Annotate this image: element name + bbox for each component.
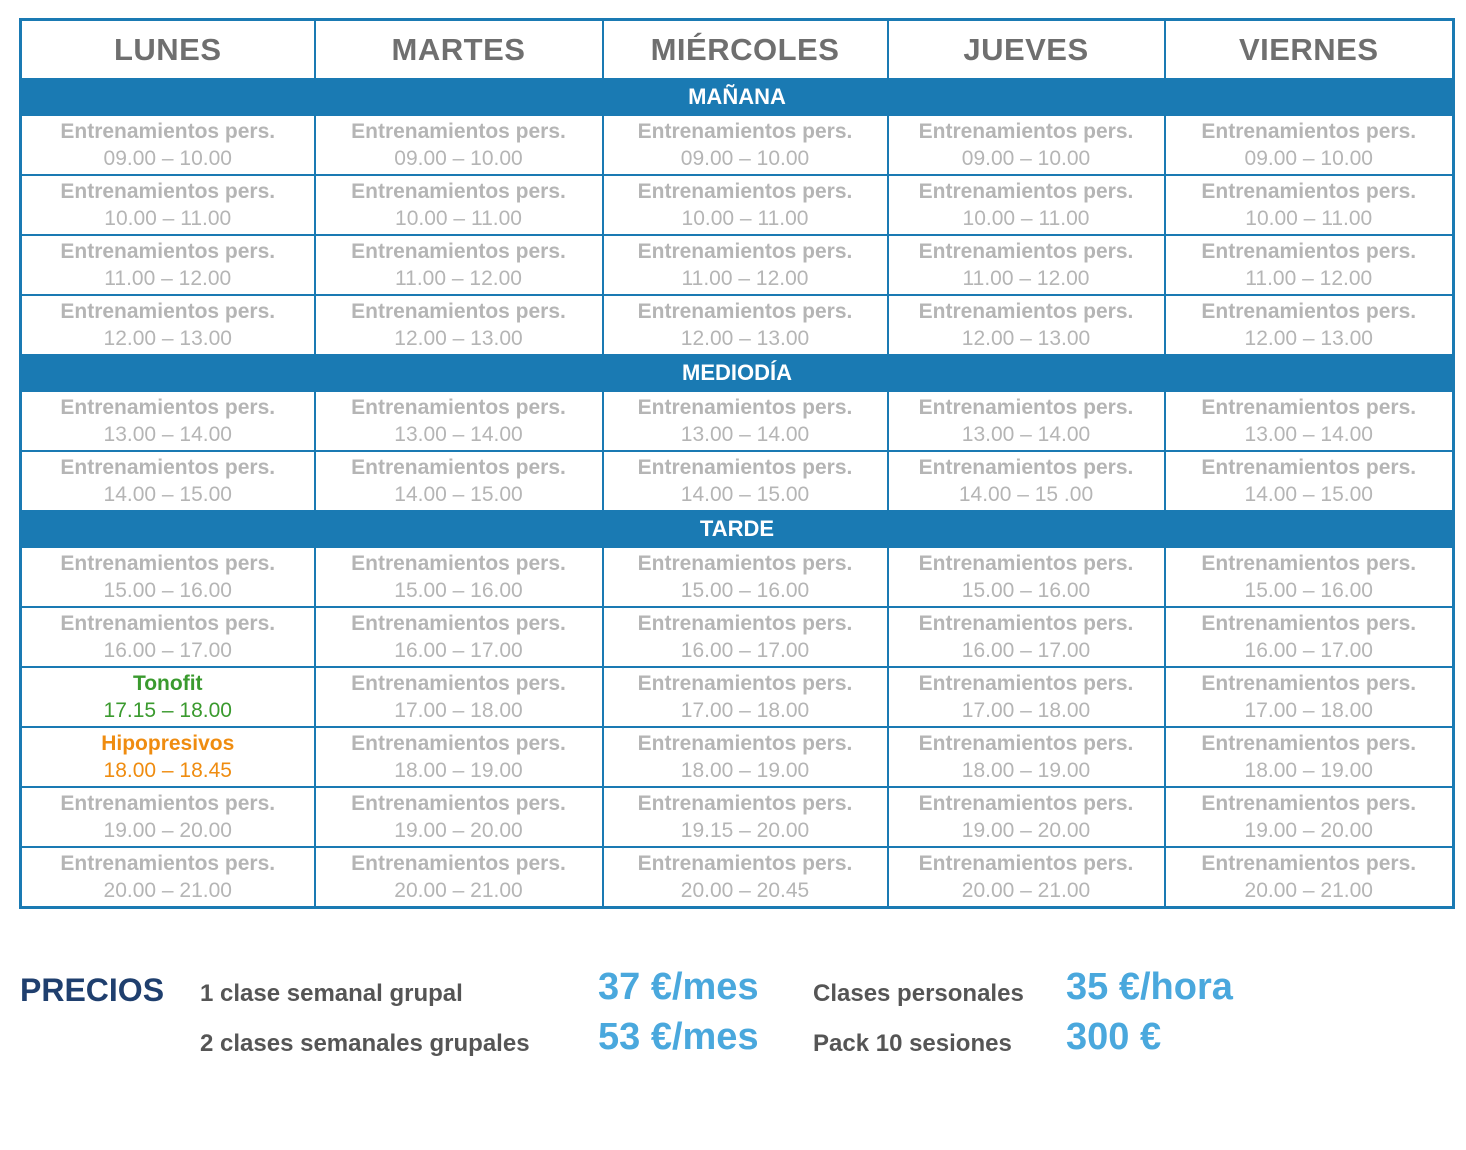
class-time: 14.00 – 15.00 bbox=[680, 483, 810, 506]
class-name: Entrenamientos pers. bbox=[1201, 552, 1417, 575]
class-time: 13.00 – 14.00 bbox=[394, 423, 523, 446]
class-name: Entrenamientos pers. bbox=[918, 240, 1134, 263]
class-time: 11.00 – 12.00 bbox=[1245, 267, 1373, 290]
schedule-row bbox=[21, 727, 1454, 787]
schedule-cell bbox=[1165, 391, 1454, 451]
class-name: Entrenamientos pers. bbox=[60, 300, 276, 323]
class-time: 12.00 – 13.00 bbox=[680, 327, 810, 350]
schedule-cell bbox=[315, 667, 603, 727]
class-time: 13.00 – 14.00 bbox=[680, 423, 810, 446]
class-time: 17.00 – 18.00 bbox=[680, 699, 810, 722]
day-header-friday: VIERNES bbox=[1165, 20, 1454, 80]
class-time: 20.00 – 21.00 bbox=[103, 879, 232, 902]
schedule-cell bbox=[603, 115, 888, 175]
class-name: Entrenamientos pers. bbox=[918, 612, 1134, 635]
schedule-cell bbox=[21, 175, 315, 235]
schedule-cell bbox=[888, 547, 1165, 607]
schedule-cell bbox=[603, 787, 888, 847]
class-name: Entrenamientos pers. bbox=[637, 732, 853, 755]
class-time: 10.00 – 11.00 bbox=[962, 207, 1090, 230]
day-header-wednesday: MIÉRCOLES bbox=[603, 20, 888, 80]
class-name: Entrenamientos pers. bbox=[60, 552, 276, 575]
class-name: Entrenamientos pers. bbox=[637, 240, 853, 263]
schedule-cell bbox=[315, 115, 603, 175]
price-label-pack-10: Pack 10 sesiones bbox=[813, 1030, 1012, 1057]
class-time: 14.00 – 15.00 bbox=[103, 483, 232, 506]
class-time: 16.00 – 17.00 bbox=[961, 639, 1091, 662]
class-name: Entrenamientos pers. bbox=[918, 852, 1134, 875]
prices-title: PRECIOS bbox=[20, 972, 165, 1008]
schedule-cell bbox=[315, 175, 603, 235]
section-title: TARDE bbox=[21, 511, 1454, 547]
schedule-cell bbox=[1165, 175, 1454, 235]
class-time: 12.00 – 13.00 bbox=[394, 327, 523, 350]
price-label-1-weekly-group: 1 clase semanal grupal bbox=[200, 980, 463, 1007]
class-name: Entrenamientos pers. bbox=[351, 300, 566, 323]
class-name: Entrenamientos pers. bbox=[1201, 120, 1417, 143]
class-name: Entrenamientos pers. bbox=[918, 552, 1134, 575]
class-time: 17.00 – 18.00 bbox=[961, 699, 1091, 722]
schedule-cell bbox=[1165, 295, 1454, 355]
schedule-cell bbox=[315, 235, 603, 295]
class-name: Entrenamientos pers. bbox=[60, 120, 276, 143]
schedule-cell bbox=[888, 787, 1165, 847]
class-name: Entrenamientos pers. bbox=[351, 612, 566, 635]
class-name: Entrenamientos pers. bbox=[351, 552, 566, 575]
price-label-personal-classes: Clases personales bbox=[813, 980, 1024, 1007]
schedule-cell bbox=[21, 667, 315, 727]
class-name: Entrenamientos pers. bbox=[1201, 240, 1417, 263]
class-name: Entrenamientos pers. bbox=[1201, 852, 1417, 875]
class-name: Entrenamientos pers. bbox=[637, 300, 853, 323]
class-time: 18.00 – 19.00 bbox=[961, 759, 1091, 782]
class-time: 10.00 – 11.00 bbox=[1245, 207, 1373, 230]
class-name: Entrenamientos pers. bbox=[351, 852, 566, 875]
class-name: Entrenamientos pers. bbox=[637, 852, 853, 875]
schedule-cell bbox=[1165, 451, 1454, 511]
schedule-cell bbox=[21, 607, 315, 667]
class-time: 11.00 – 12.00 bbox=[395, 267, 522, 290]
class-name: Entrenamientos pers. bbox=[351, 396, 566, 419]
schedule-cell bbox=[315, 451, 603, 511]
schedule-row bbox=[21, 295, 1454, 355]
schedule-cell bbox=[603, 847, 888, 908]
price-value-2-weekly-group: 53 €/mes bbox=[598, 1016, 759, 1058]
schedule-row bbox=[21, 847, 1454, 908]
class-name: Entrenamientos pers. bbox=[1201, 456, 1417, 479]
schedule-cell bbox=[315, 847, 603, 908]
schedule-cell bbox=[21, 727, 315, 787]
class-name: Entrenamientos pers. bbox=[60, 396, 276, 419]
schedule-row bbox=[21, 115, 1454, 175]
schedule-cell bbox=[603, 547, 888, 607]
schedule-cell bbox=[603, 235, 888, 295]
class-name: Entrenamientos pers. bbox=[918, 120, 1134, 143]
class-time: 11.00 – 12.00 bbox=[962, 267, 1090, 290]
schedule-body bbox=[21, 79, 1454, 908]
class-name: Entrenamientos pers. bbox=[60, 180, 276, 203]
class-time: 18.00 – 19.00 bbox=[680, 759, 810, 782]
class-time: 16.00 – 17.00 bbox=[394, 639, 523, 662]
class-time: 09.00 – 10.00 bbox=[680, 147, 810, 170]
class-name: Entrenamientos pers. bbox=[351, 120, 566, 143]
price-value-1-weekly-group: 37 €/mes bbox=[598, 966, 759, 1008]
class-time: 12.00 – 13.00 bbox=[961, 327, 1091, 350]
class-time: 18.00 – 18.45 bbox=[103, 759, 232, 782]
prices-section bbox=[20, 962, 1320, 1072]
schedule-row bbox=[21, 607, 1454, 667]
price-value-pack-10: 300 € bbox=[1066, 1016, 1162, 1058]
class-time: 19.00 – 20.00 bbox=[961, 819, 1091, 842]
section-header-row bbox=[21, 355, 1454, 391]
class-name: Entrenamientos pers. bbox=[1201, 396, 1417, 419]
class-time: 16.00 – 17.00 bbox=[103, 639, 232, 662]
schedule-cell bbox=[603, 391, 888, 451]
schedule-cell bbox=[315, 391, 603, 451]
class-name: Entrenamientos pers. bbox=[637, 552, 853, 575]
schedule-cell bbox=[888, 607, 1165, 667]
class-time: 10.00 – 11.00 bbox=[395, 207, 522, 230]
schedule-row bbox=[21, 667, 1454, 727]
schedule-cell bbox=[21, 547, 315, 607]
class-name: Entrenamientos pers. bbox=[637, 672, 853, 695]
class-name: Hipopresivos bbox=[101, 732, 235, 755]
class-name: Entrenamientos pers. bbox=[637, 612, 853, 635]
class-name: Entrenamientos pers. bbox=[918, 396, 1134, 419]
price-label-2-weekly-group: 2 clases semanales grupales bbox=[200, 1030, 530, 1057]
schedule-cell bbox=[315, 727, 603, 787]
schedule-cell bbox=[603, 727, 888, 787]
day-header-thursday: JUEVES bbox=[888, 20, 1165, 80]
class-name: Entrenamientos pers. bbox=[637, 180, 853, 203]
class-name: Entrenamientos pers. bbox=[637, 396, 853, 419]
class-name: Entrenamientos pers. bbox=[351, 456, 566, 479]
class-time: 20.00 – 21.00 bbox=[394, 879, 523, 902]
schedule-cell bbox=[603, 175, 888, 235]
class-time: 15.00 – 16.00 bbox=[680, 579, 810, 602]
schedule-cell bbox=[603, 451, 888, 511]
class-name: Entrenamientos pers. bbox=[351, 240, 566, 263]
class-time: 17.15 – 18.00 bbox=[103, 699, 232, 722]
day-header-row bbox=[21, 20, 1454, 80]
class-name: Entrenamientos pers. bbox=[351, 792, 566, 815]
schedule-cell bbox=[603, 607, 888, 667]
class-time: 20.00 – 20.45 bbox=[680, 879, 810, 902]
schedule-cell bbox=[888, 667, 1165, 727]
class-name: Entrenamientos pers. bbox=[351, 672, 566, 695]
class-name: Entrenamientos pers. bbox=[351, 732, 566, 755]
schedule-cell bbox=[888, 451, 1165, 511]
class-time: 15.00 – 16.00 bbox=[394, 579, 523, 602]
class-name: Entrenamientos pers. bbox=[1201, 612, 1417, 635]
class-time: 10.00 – 11.00 bbox=[681, 207, 809, 230]
class-time: 18.00 – 19.00 bbox=[394, 759, 523, 782]
class-time: 19.15 – 20.00 bbox=[680, 819, 810, 842]
class-name: Entrenamientos pers. bbox=[60, 240, 276, 263]
class-time: 12.00 – 13.00 bbox=[1244, 327, 1373, 350]
class-name: Entrenamientos pers. bbox=[637, 120, 853, 143]
schedule-row bbox=[21, 235, 1454, 295]
class-name: Entrenamientos pers. bbox=[60, 612, 276, 635]
class-time: 20.00 – 21.00 bbox=[1244, 879, 1373, 902]
schedule-cell bbox=[888, 115, 1165, 175]
section-title: MAÑANA bbox=[21, 79, 1454, 115]
day-header-tuesday: MARTES bbox=[315, 20, 603, 80]
schedule-cell bbox=[1165, 115, 1454, 175]
class-name: Entrenamientos pers. bbox=[918, 672, 1134, 695]
schedule-cell bbox=[1165, 547, 1454, 607]
schedule-cell bbox=[888, 391, 1165, 451]
class-name: Entrenamientos pers. bbox=[637, 792, 853, 815]
schedule-cell bbox=[888, 235, 1165, 295]
class-name: Entrenamientos pers. bbox=[60, 792, 276, 815]
schedule-cell bbox=[21, 115, 315, 175]
class-name: Entrenamientos pers. bbox=[918, 732, 1134, 755]
section-header-row bbox=[21, 79, 1454, 115]
class-name: Entrenamientos pers. bbox=[637, 456, 853, 479]
class-time: 19.00 – 20.00 bbox=[1244, 819, 1373, 842]
class-time: 15.00 – 16.00 bbox=[103, 579, 232, 602]
schedule-cell bbox=[888, 847, 1165, 908]
schedule-cell bbox=[888, 295, 1165, 355]
schedule-row bbox=[21, 787, 1454, 847]
class-name: Entrenamientos pers. bbox=[1201, 180, 1417, 203]
class-name: Entrenamientos pers. bbox=[918, 792, 1134, 815]
class-name: Entrenamientos pers. bbox=[1201, 300, 1417, 323]
schedule-cell bbox=[315, 607, 603, 667]
class-time: 15.00 – 16.00 bbox=[961, 579, 1091, 602]
schedule-cell bbox=[21, 391, 315, 451]
schedule-cell bbox=[315, 295, 603, 355]
class-name: Entrenamientos pers. bbox=[918, 300, 1134, 323]
class-time: 11.00 – 12.00 bbox=[104, 267, 232, 290]
class-time: 16.00 – 17.00 bbox=[1244, 639, 1373, 662]
class-name: Tonofit bbox=[132, 672, 203, 695]
class-time: 09.00 – 10.00 bbox=[961, 147, 1091, 170]
class-time: 10.00 – 11.00 bbox=[104, 207, 232, 230]
class-time: 09.00 – 10.00 bbox=[394, 147, 523, 170]
class-time: 09.00 – 10.00 bbox=[1244, 147, 1373, 170]
class-time: 12.00 – 13.00 bbox=[103, 327, 232, 350]
class-time: 19.00 – 20.00 bbox=[103, 819, 232, 842]
class-time: 13.00 – 14.00 bbox=[1244, 423, 1373, 446]
class-name: Entrenamientos pers. bbox=[1201, 672, 1417, 695]
price-value-personal-classes: 35 €/hora bbox=[1066, 966, 1233, 1008]
schedule-cell bbox=[21, 787, 315, 847]
class-name: Entrenamientos pers. bbox=[351, 180, 566, 203]
class-name: Entrenamientos pers. bbox=[918, 456, 1134, 479]
schedule-cell bbox=[1165, 787, 1454, 847]
class-time: 09.00 – 10.00 bbox=[103, 147, 232, 170]
class-time: 14.00 – 15.00 bbox=[394, 483, 523, 506]
class-time: 16.00 – 17.00 bbox=[680, 639, 810, 662]
class-name: Entrenamientos pers. bbox=[918, 180, 1134, 203]
schedule-row bbox=[21, 547, 1454, 607]
schedule-cell bbox=[21, 235, 315, 295]
class-name: Entrenamientos pers. bbox=[1201, 732, 1417, 755]
day-header-monday: LUNES bbox=[21, 20, 315, 80]
class-time: 17.00 – 18.00 bbox=[394, 699, 523, 722]
schedule-cell bbox=[21, 451, 315, 511]
schedule-cell bbox=[21, 847, 315, 908]
schedule-cell bbox=[1165, 607, 1454, 667]
class-time: 17.00 – 18.00 bbox=[1244, 699, 1373, 722]
schedule-cell bbox=[315, 547, 603, 607]
section-header-row bbox=[21, 511, 1454, 547]
class-time: 19.00 – 20.00 bbox=[394, 819, 523, 842]
class-time: 18.00 – 19.00 bbox=[1244, 759, 1373, 782]
class-time: 14.00 – 15 .00 bbox=[958, 483, 1094, 506]
schedule-row bbox=[21, 391, 1454, 451]
class-name: Entrenamientos pers. bbox=[1201, 792, 1417, 815]
class-time: 13.00 – 14.00 bbox=[103, 423, 232, 446]
schedule-cell bbox=[315, 787, 603, 847]
class-time: 20.00 – 21.00 bbox=[961, 879, 1091, 902]
class-time: 14.00 – 15.00 bbox=[1244, 483, 1373, 506]
schedule-cell bbox=[1165, 667, 1454, 727]
schedule-cell bbox=[1165, 727, 1454, 787]
class-time: 11.00 – 12.00 bbox=[681, 267, 809, 290]
class-name: Entrenamientos pers. bbox=[60, 852, 276, 875]
schedule-cell bbox=[1165, 847, 1454, 908]
schedule-cell bbox=[1165, 235, 1454, 295]
schedule-cell bbox=[21, 295, 315, 355]
schedule-row bbox=[21, 451, 1454, 511]
class-time: 15.00 – 16.00 bbox=[1244, 579, 1373, 602]
schedule-cell bbox=[603, 667, 888, 727]
schedule-cell bbox=[888, 175, 1165, 235]
schedule-cell bbox=[603, 295, 888, 355]
section-title: MEDIODÍA bbox=[21, 355, 1454, 391]
class-time: 13.00 – 14.00 bbox=[961, 423, 1091, 446]
class-name: Entrenamientos pers. bbox=[60, 456, 276, 479]
schedule-row bbox=[21, 175, 1454, 235]
weekly-schedule-table bbox=[19, 18, 1455, 909]
schedule-cell bbox=[888, 727, 1165, 787]
